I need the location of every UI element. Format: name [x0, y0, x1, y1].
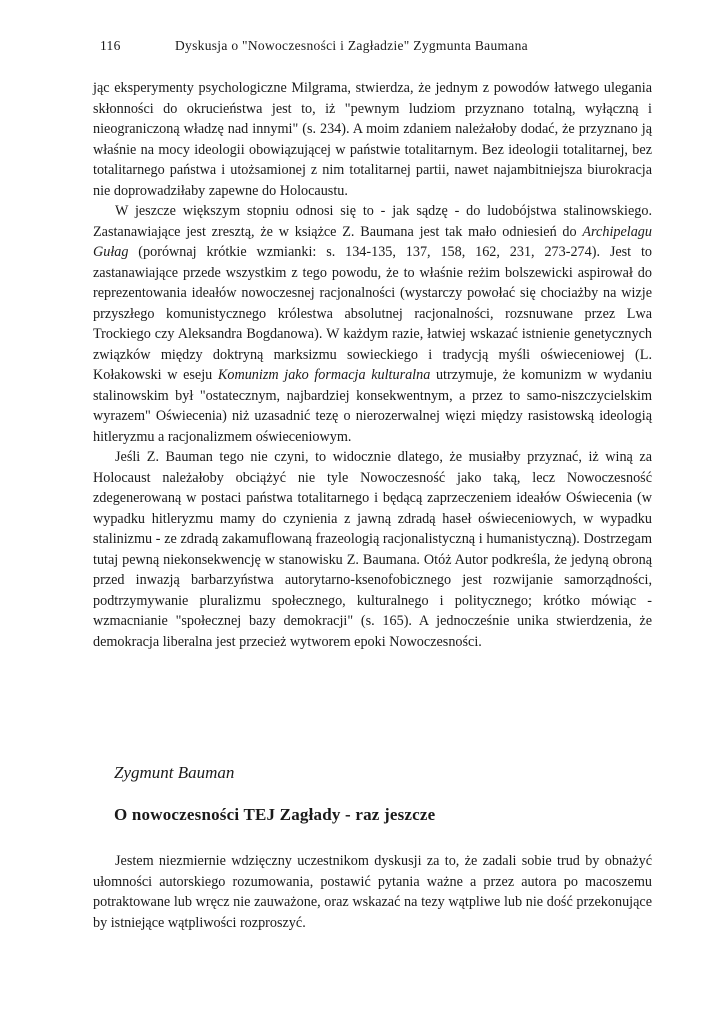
- paragraph-3: Jeśli Z. Bauman tego nie czyni, to widocznie dlatego, że musiałby przyznać, iż winą za Holocaust należałoby obciążyć nie tyle Nowoczesność jako taką, lecz Nowoczesność zdegenerowaną w postaci państwa totalitarnego i będącą zaprzeczeniem ideałów Oświecenia (w wypadku hitleryzmu mamy do czynienia z jawną zdradą haseł oświeceniowych, w wypadku stalinizmu - ze zdradą zakamuflowaną frazeologią racjonalistyczną i humanistyczną). Dostrzegam tutaj pewną niekonsekwencję w stanowisku Z. Baumana. Otóż Autor podkreśla, że jedyną obroną przed inwazją barbarzyństwa autorytarno-ksenofobicznego jest rozwijanie samorządności, podtrzymywanie pluralizmu społecznego, kulturalnego i politycznego; krótko mówiąc - wzmacnianie "społecznej bazy demokracji" (s. 165). A jednocześnie unika stwierdzenia, że demokracja liberalna jest przecież wytworem epoki Nowoczesności.: [93, 449, 652, 650]
- page-number: 116: [100, 38, 121, 53]
- paragraph-2: W jeszcze większym stopniu odnosi się to - jak sądzę - do ludobójstwa stalinowskiego. Zastanawiające jest zresztą, że w książce Z. Baumana jest tak mało odniesień do Archipelagu Gułag (porównaj krótkie wzmianki: s. 134-135, 137, 158, 162, 231, 273-274). Jest to zastanawiające przede wszystkim z tego powodu, że to właśnie reżim bolszewicki aspirował do reprezentowania ideałów nowoczesnej racjonalności (wystarczy powołać się chociażby na wizje przyszłego komunistycznego królestwa absolutnej racjonalności, rozsnuwane przez Lwa Trockiego czy Aleksandra Bogdanowa). W każdym razie, łatwiej wskazać istnienie genetycznych związków między doktryną marksizmu sowieckiego i tradycją myśli oświeceniowej (L. Kołakowski w eseju Komunizm jako formacja kulturalna utrzymuje, że komunizm w wydaniu stalinowskim był "ostatecznym, najbardziej konsekwentnym, a przez to samo-niszczycielskim wyrazem" Oświecenia) niż uzasadnić tezę o nierozerwalnej więzi między rasistowską ideologią hitleryzmu a racjonalizmem oświeceniowym.: [93, 203, 652, 445]
- reply-paragraph-1: Jestem niezmiernie wdzięczny uczestnikom dyskusji za to, że zadali sobie trud by obnażyć ułomności autorskiego rozumowania, postawić pytania ważne a przez autora po macoszemu potraktowane lub wręcz nie zauważone, oraz wskazać na tezy wątpliwe lub nie dość przekonujące by istniejące wątpliwości rozproszyć.: [93, 853, 652, 931]
- book-title-archipelag: Archipelagu Gułag: [93, 223, 652, 260]
- body-text: [93, 78, 652, 652]
- essay-title-komunizm: Komunizm jako formacja kulturalna: [217, 367, 431, 383]
- paragraph-1: jąc eksperymenty psychologiczne Milgrama, stwierdza, że jednym z powodów łatwego ulegania skłonności do okrucieństwa jest to, iż "pewnym ludziom przyznano totalną, wyłączną i nieograniczoną władzę nad innymi" (s. 234). A moim zdaniem należałoby dodać, że przyznano ją właśnie na mocy ideologii obowiązującej w państwie totalitarnym. Bez ideologii totalitarnej, bez totalitarnego państwa i utożsamionej z nim totalitarnej partii, nawet najambitniejsza biurokracja nie doprowadziłaby zapewne do Holocaustu.: [93, 80, 652, 199]
- reply-author: Zygmunt Bauman: [114, 763, 235, 782]
- running-title: Dyskusja o "Nowoczesności i Zagładzie" Zygmunta Baumana: [175, 38, 528, 53]
- reply-text: [93, 851, 652, 933]
- reply-title: O nowoczesności TEJ Zagłady - raz jeszcze: [114, 805, 436, 824]
